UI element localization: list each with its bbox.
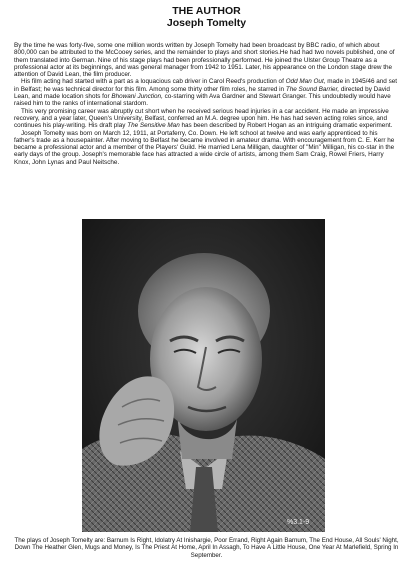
bio-text: His film acting had started with a part as a loquacious cab driver in Carol Reed's production of — [21, 78, 286, 86]
film-title: The Sound Barrier, — [285, 85, 340, 93]
author-biography — [14, 42, 398, 166]
photo-marking: %3.1-9 — [287, 519, 310, 526]
section-heading: THE AUTHOR — [172, 5, 241, 17]
bio-text: This very promising career was abruptly cut short when he received serious head injuries in a car accident. He made an impressive recovery, and a year later, Queen's University, Belfast, conferred an M.A. degree upon him. He has had seven acting roles since, and continues his play-writing. His draft play — [14, 107, 389, 130]
bio-paragraph-1: By the time he was forty-five, some one million words written by Joseph Tomelty had been broadcast by BBC radio, of which about 800,000 can be attributed to the McCooey series, and the remainder to plays and short stories.He had had two novels published, one of them translated into German. Nine of his stage plays had been professionally performed. He joined the Ulster Group Theatre as a professional actor at its beginnings, and was general manager from 1942 to 1951. Later, his appearance on the London stage drew the attention of David Lean, the film producer. — [14, 42, 395, 79]
bio-text: has been described by Robert Hogan as an intriguing dramatic experiment. — [179, 122, 393, 130]
author-name-heading: Joseph Tomelty — [166, 17, 247, 29]
bio-paragraph-3 — [14, 108, 398, 130]
bio-text: directed by David Lean, and made location shots for — [14, 85, 390, 101]
film-title: Bhowani Junction, — [111, 93, 163, 101]
bio-paragraph-4: Joseph Tomelty was born on March 12, 1911, at Portaferry, Co. Down. He left school at twelve and was early apprenticed to his father's trade as a housepainter. After moving to Belfast he became involved in amateur drama. With encouragement from C. E. Kerr he became a professional actor and a member of the Players' Guild. He married Lena Milligan, daughter of "Min" Milligan, his co-star in the early days of the group. Joseph's memorable face has attracted a wide circle of artists, among them Sam Craig, Rowel Friers, Harry Knox, John Lynas and Paul Neitsche. — [14, 129, 395, 166]
film-title: Odd Man Out, — [285, 78, 326, 86]
play-title: The Sensitive Man — [127, 122, 180, 130]
author-portrait-photo — [82, 219, 325, 532]
plays-caption: The plays of Joseph Tomelty are: Barnum Is Right, Idolatry At Inishargie, Poor Errand, Right Again Barnum, The End House, All Souls' Night, Down The Heather Glen, Mugs and Money, Is The Priest At Home, April In Assagh, To Have A Little House, One Year At Marlefield, Spring In September. — [14, 537, 399, 559]
bio-text: made in 1945/46 and set in Belfast; he was technical director for this film. Among some thirty other film roles, he starred in — [14, 78, 398, 93]
bio-paragraph-2 — [14, 78, 398, 107]
bio-text: co-starring with Ava Gardner and Stewart Granger. This undoubtedly would have raised him to the ranks of international stardom. — [14, 93, 391, 108]
